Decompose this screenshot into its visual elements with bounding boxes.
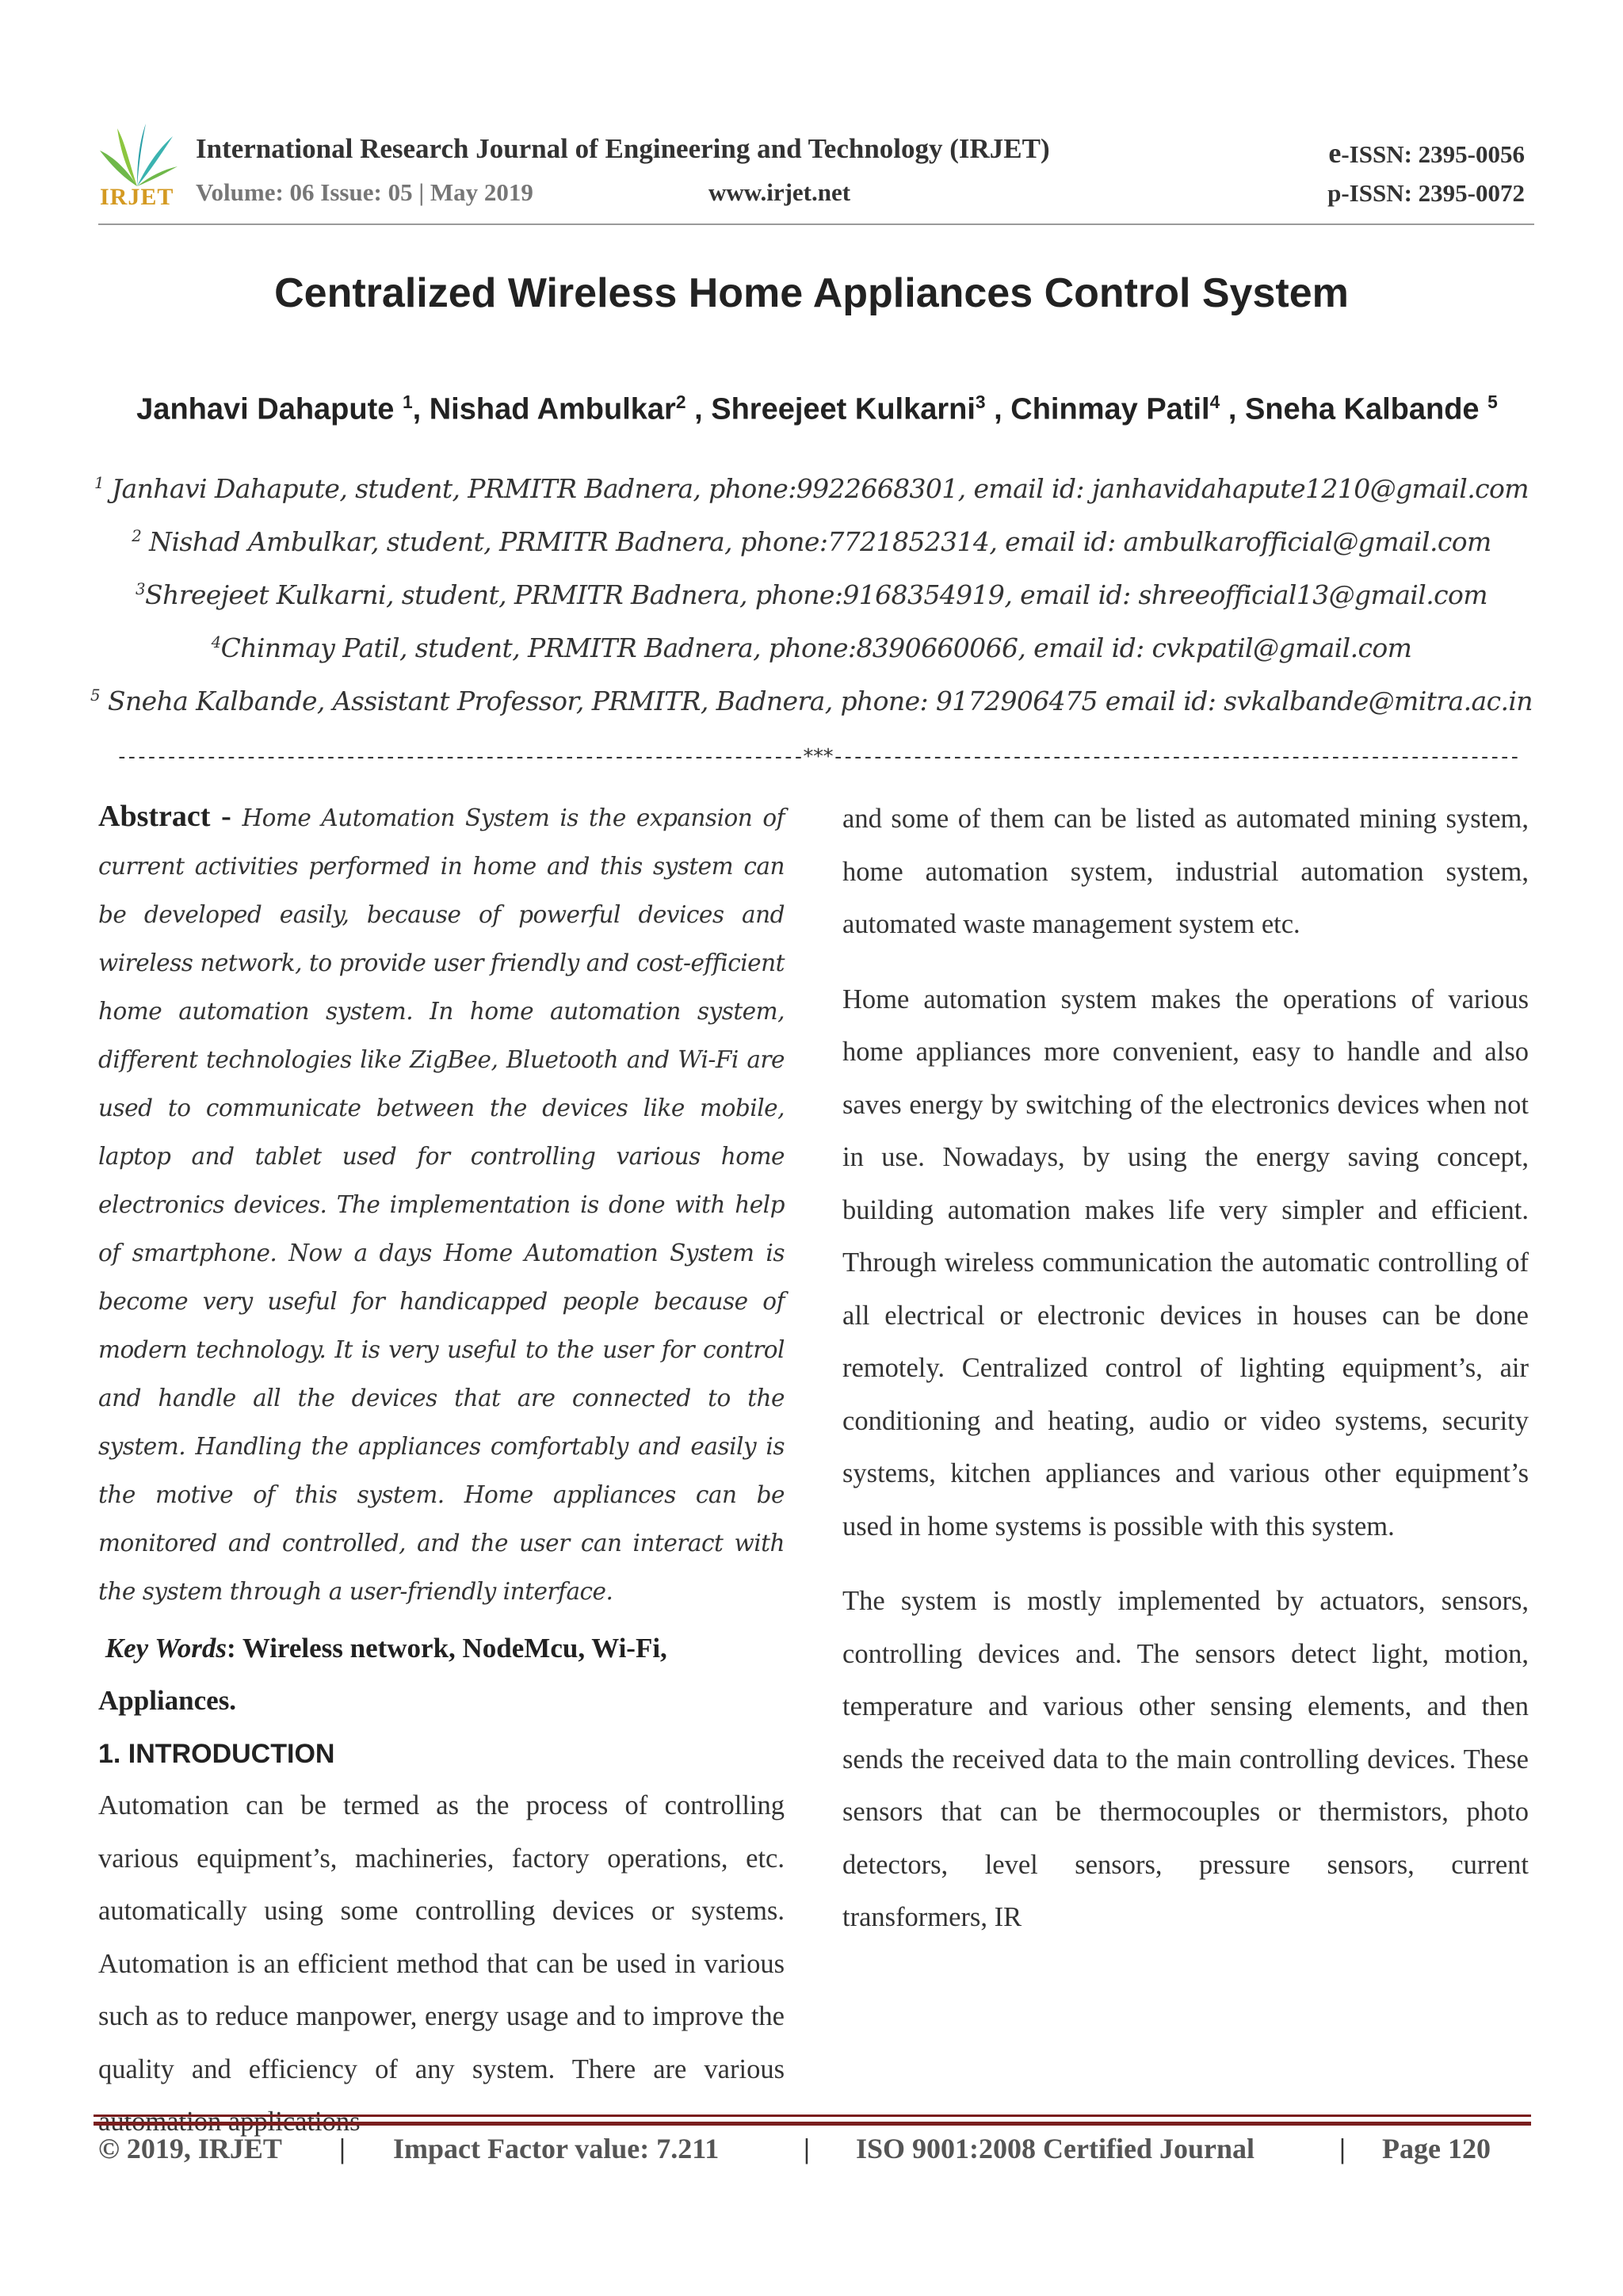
- author-sup: 1: [402, 392, 413, 412]
- affiliation: [79, 569, 1544, 622]
- author-sup: 5: [1487, 392, 1498, 412]
- affiliation-text: Shreejeet Kulkarni, student, PRMITR Badnera, phone:9168354919, email id: shreeofficial13@gmail.com: [145, 579, 1487, 610]
- author-sup: 4: [1209, 392, 1220, 412]
- affiliation-sup: 5: [90, 686, 101, 705]
- keywords-text: : Wireless network, NodeMcu, Wi-Fi, Appliances.: [98, 1633, 667, 1716]
- e-issn: [1328, 136, 1525, 170]
- body-paragraph: and some of them can be listed as automated mining system, home automation system, industrial automation system, automated waste management system etc.: [842, 804, 1529, 939]
- footer-rule: [94, 2115, 1531, 2117]
- header-divider: [98, 223, 1534, 225]
- p-issn: p-ISSN: 2395-0072: [1327, 179, 1525, 207]
- affiliation-sup: 2: [132, 527, 142, 545]
- footer-impact-factor: Impact Factor value: 7.211: [393, 2133, 720, 2164]
- affiliation-text: Sneha Kalbande, Assistant Professor, PRMITR, Badnera, phone: 9172906475 email id: svkalbande@mitra.ac.in: [100, 686, 1533, 716]
- author-name: , Chinmay Patil: [985, 392, 1210, 426]
- affiliation: [79, 463, 1544, 516]
- volume-issue: Volume: 06 Issue: 05 | May 2019: [196, 178, 533, 206]
- affiliation-sup: 1: [94, 474, 105, 492]
- body-paragraph: The system is mostly implemented by actuators, sensors, controlling devices and. The sensors detect light, motion, temperature and various other sensing elements, and then sends the received data to the main controlling devices. These sensors that can be thermocouples or thermistors, photo detectors, level sensors, pressure sensors, current transformers, IR: [842, 1586, 1529, 1932]
- author-name: Janhavi Dahapute: [136, 392, 403, 426]
- author-name: , Nishad Ambulkar: [412, 392, 676, 426]
- abstract: [98, 793, 785, 1616]
- footer-divider: |: [1339, 2133, 1346, 2164]
- author-list: [98, 392, 1536, 427]
- affiliation: [79, 675, 1544, 728]
- affiliation-sup: 3: [136, 580, 146, 598]
- introduction-heading: 1. INTRODUCTION: [98, 1739, 335, 1769]
- e-issn-prefix: e: [1328, 137, 1342, 169]
- affiliation-sup: 4: [211, 633, 221, 651]
- affiliation-text: Nishad Ambulkar, student, PRMITR Badnera, phone:7721852314, email id: ambulkarofficial@gmail.com: [141, 526, 1491, 557]
- journal-website-link[interactable]: www.irjet.net: [708, 178, 851, 206]
- footer-iso: ISO 9001:2008 Certified Journal: [856, 2133, 1254, 2164]
- affiliation: [79, 516, 1544, 569]
- right-column: [842, 793, 1529, 1944]
- author-name: , Shreejeet Kulkarni: [685, 392, 976, 426]
- affiliation-list: [79, 463, 1544, 728]
- logo-text: IRJET: [100, 184, 174, 210]
- author-sup: 3: [975, 392, 986, 412]
- affiliation-text: Chinmay Patil, student, PRMITR Badnera, phone:8390660066, email id: cvkpatil@gmail.com: [220, 632, 1412, 663]
- keywords: [98, 1622, 785, 1727]
- journal-name: International Research Journal of Engineering and Technology (IRJET): [196, 133, 1050, 164]
- author-sup: 2: [675, 392, 686, 412]
- author-name: , Sneha Kalbande: [1220, 392, 1488, 426]
- footer-page-number: Page 120: [1382, 2133, 1491, 2164]
- e-issn-number: -ISSN: 2395-0056: [1341, 140, 1525, 168]
- affiliation-text: Janhavi Dahapute, student, PRMITR Badnera, phone:9922668301, email id: janhavidahapute1210@gmail.com: [104, 473, 1529, 504]
- section-separator: ---------------------------------------------------------------------***---------------------------------------------------------------------: [115, 745, 1519, 769]
- footer-divider: |: [804, 2133, 810, 2164]
- footer-divider: |: [339, 2133, 346, 2164]
- introduction-paragraph: Automation can be termed as the process of controlling various equipment’s, machineries, factory operations, etc. automatically using some controlling devices or systems. Automation is an efficient method that can be used in various such as to reduce manpower, energy usage and to improve the quality and efficiency of any system. There are various: [98, 1790, 785, 2084]
- body-paragraph: Home automation system makes the operations of various home appliances more convenient, easy to handle and also saves energy by switching of the electronics devices when not in use. Nowadays, by using the energy saving concept, building automation makes life very simpler and efficient. Through wireless communication the automatic controlling of all electrical or electronic devices in houses can be done remotely. Centralized control of lighting equipment’s, air conditioning and heating, audio or video systems, security systems, kitchen appliances and various other equipment’s used in home systems is possible with this system.: [842, 984, 1529, 1541]
- left-column: [98, 793, 785, 2149]
- footer-copyright: © 2019, IRJET: [98, 2133, 282, 2164]
- paper-title: Centralized Wireless Home Appliances Control System: [274, 270, 1349, 316]
- affiliation: [79, 622, 1544, 675]
- keywords-label: Key Words: [105, 1633, 227, 1664]
- abstract-label: Abstract -: [98, 800, 242, 833]
- abstract-text: Home Automation System is the expansion of current activities performed in home and this system can be developed easily, because of powerful devices and wireless network, to provide user friendly and cost-efficient home automation system. In home automation system, different technologies like ZigBee, Bluetooth and Wi-Fi are used to communicate between the devices like mobile, laptop and tablet used for controlling various home electronics devices. The implementation is done with help of smartphone. Now a days Home Automation System is become very useful for handicapped people because of modern technology. It is very useful to the user for control and handle all the devices that are connected to the system. Handling the appliances comfortably and easily is the motive of this system. Home appliances can be monitored and controlled, and the user can interact with the system through a user-friendly interface.: [98, 804, 785, 1605]
- footer-rule-thick: [94, 2122, 1531, 2126]
